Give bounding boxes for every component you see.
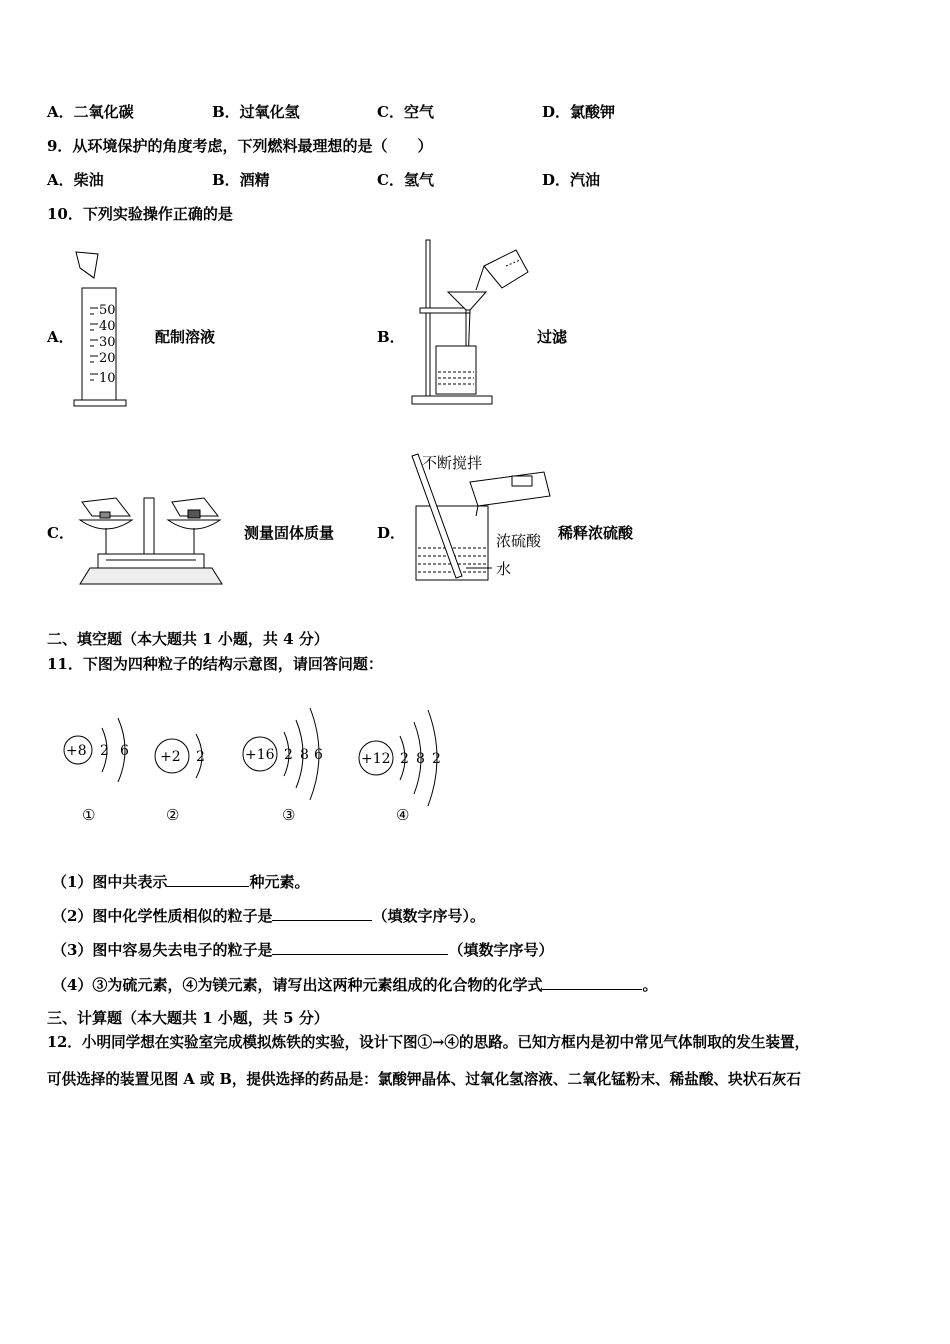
- q11-sub2-suffix: （填数字序号）。: [372, 907, 485, 925]
- particle-3-nucleus: +16: [245, 747, 275, 763]
- q11-sub3-text: （3）图中容易失去电子的粒子是: [52, 941, 273, 959]
- q11-sub3-suffix: （填数字序号）: [448, 941, 554, 959]
- label-keep-stirring: 不断搅拌: [422, 454, 483, 472]
- q9-option-d: D．汽油: [542, 171, 601, 189]
- particle-3-shell-2: 8: [300, 747, 309, 763]
- particle-4: [359, 710, 441, 824]
- q8-option-b: B．过氧化氢: [212, 103, 300, 121]
- particle-2-label: ②: [166, 806, 180, 824]
- section3-heading: 三、计算题（本大题共 1 小题，共 5 分）: [47, 1009, 329, 1027]
- q10-d-letter: D．: [377, 524, 406, 542]
- particle-4-nucleus: +12: [361, 751, 391, 767]
- particle-2-nucleus: +2: [160, 749, 181, 765]
- section2-heading: 二、填空题（本大题共 1 小题，共 4 分）: [47, 630, 329, 648]
- particle-3-shell-3: 6: [314, 747, 323, 763]
- q11-sub1: [52, 872, 309, 891]
- q10-c-caption: 测量固体质量: [244, 524, 335, 542]
- q11-sub3: [52, 940, 553, 959]
- particle-1-nucleus: +8: [66, 743, 87, 759]
- q10-b-letter: B．: [377, 328, 405, 346]
- q10-b-caption: 过滤: [537, 328, 568, 346]
- q11-sub3-blank[interactable]: [272, 940, 448, 955]
- filtration-figure: [406, 236, 536, 408]
- q10-a-letter: A．: [47, 328, 74, 346]
- particle-diagrams: [56, 690, 456, 830]
- q11-sub4-suffix: 。: [642, 976, 658, 994]
- particle-4-shell-2: 8: [416, 751, 425, 767]
- q9-option-a: A．柴油: [47, 171, 104, 189]
- q11-sub1-blank[interactable]: [167, 872, 249, 887]
- particle-4-shell-3: 2: [432, 751, 441, 767]
- q10-a-caption: 配制溶液: [155, 328, 216, 346]
- balance-figure: [76, 490, 226, 588]
- q10-stem: 10．下列实验操作正确的是: [47, 205, 233, 223]
- q8-option-a: A．二氧化碳: [47, 103, 134, 121]
- q11-sub2-blank[interactable]: [272, 906, 372, 921]
- particle-1-label: ①: [82, 806, 96, 824]
- q9-option-b: B．酒精: [212, 171, 270, 189]
- q12-line1: 12．小明同学想在实验室完成模拟炼铁的实验，设计下图①→④的思路。已知方框内是初中常见气体制取的发生装置，: [47, 1034, 810, 1051]
- label-conc-acid: 浓硫酸: [496, 532, 542, 550]
- q11-sub2-text: （2）图中化学性质相似的粒子是: [52, 907, 273, 925]
- tick-10: 10: [99, 371, 116, 386]
- graduated-cylinder-figure: [68, 248, 140, 408]
- particle-2-shell-1: 2: [196, 749, 205, 765]
- q11-sub2: [52, 906, 485, 925]
- particle-1-shell-1: 2: [100, 743, 109, 759]
- particle-1-shell-2: 6: [120, 743, 129, 759]
- q9-stem: 9．从环境保护的角度考虑，下列燃料最理想的是（ ）: [47, 137, 433, 155]
- q12-line2: 可供选择的装置见图 A 或 B，提供选择的药品是：氯酸钾晶体、过氧化氢溶液、二氧化锰粉末、稀盐酸、块状石灰石: [47, 1071, 801, 1088]
- q9-option-c: C．氢气: [377, 171, 434, 189]
- tick-30: 30: [99, 335, 116, 350]
- q11-stem: 11．下图为四种粒子的结构示意图，请回答问题：: [47, 655, 383, 673]
- q10-d-caption: 稀释浓硫酸: [558, 524, 634, 542]
- q8-option-c: C．空气: [377, 103, 434, 121]
- dilution-figure: [404, 450, 554, 582]
- tick-50: 50: [99, 303, 116, 318]
- q8-option-d: D．氯酸钾: [542, 103, 616, 121]
- q11-sub4: [52, 975, 657, 994]
- particle-2: [155, 734, 205, 824]
- particle-4-label: ④: [396, 806, 410, 824]
- q11-sub4-text: （4）③为硫元素，④为镁元素，请写出这两种元素组成的化合物的化学式: [52, 976, 543, 994]
- particle-4-shell-1: 2: [400, 751, 409, 767]
- q11-sub1-suffix: 种元素。: [249, 873, 310, 891]
- particle-3-shell-1: 2: [284, 747, 293, 763]
- tick-20: 20: [99, 351, 116, 366]
- q11-sub4-blank[interactable]: [542, 975, 642, 990]
- particle-1: [64, 718, 129, 824]
- particle-3: [243, 708, 323, 824]
- label-water: 水: [496, 560, 512, 578]
- q11-sub1-text: （1）图中共表示: [52, 873, 168, 891]
- q10-c-letter: C．: [47, 524, 74, 542]
- particle-3-label: ③: [282, 806, 296, 824]
- tick-40: 40: [99, 319, 116, 334]
